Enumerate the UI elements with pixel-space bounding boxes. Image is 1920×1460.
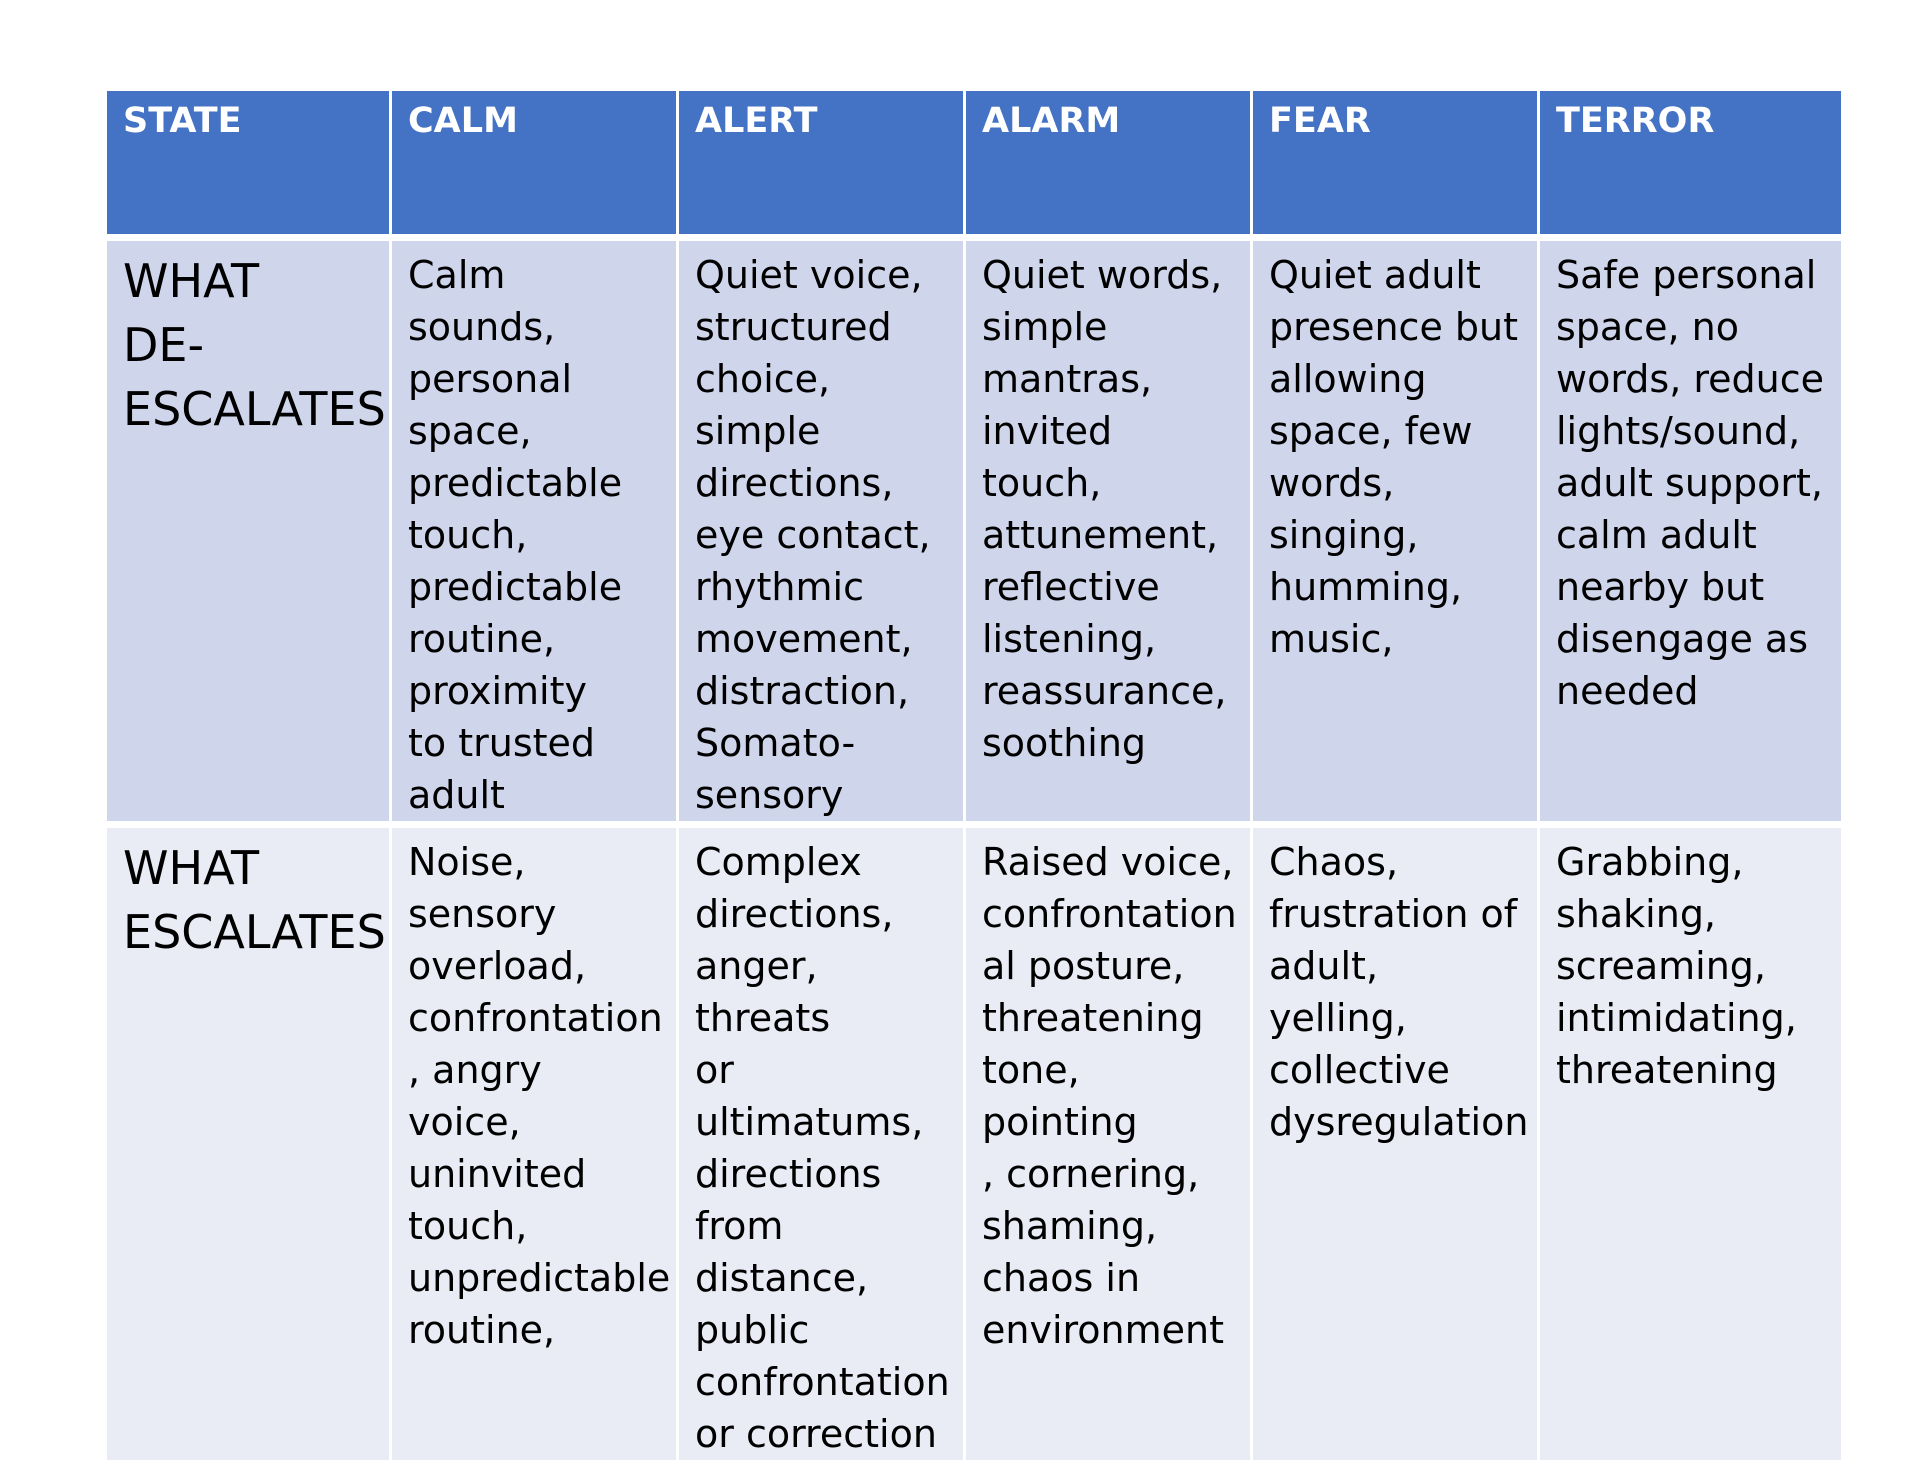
header-row — [107, 91, 1841, 241]
header-state: STATE — [107, 91, 392, 241]
cell-text: Safe personal space, no words, reduce lights/sound, adult support, calm adult nearby but disengage as needed — [1556, 253, 1825, 713]
cell-calm-escalates — [392, 828, 679, 1460]
cell-fear-de-escalates — [1253, 241, 1540, 828]
state-response-table — [107, 91, 1841, 1460]
cell-text: Calm sounds, personal space, predictable touch, predictable routine, proximity to trusted adult — [408, 253, 623, 817]
cell-text: Grabbing, shaking, screaming, intimidating, threatening — [1556, 840, 1797, 1092]
header-fear: FEAR — [1253, 91, 1540, 241]
row-label-text: WHAT ESCALATES — [123, 841, 386, 959]
cell-alarm-de-escalates — [966, 241, 1253, 828]
header-alert: ALERT — [679, 91, 966, 241]
cell-calm-de-escalates — [392, 241, 679, 828]
cell-terror-de-escalates — [1540, 241, 1841, 828]
row-label-escalates — [107, 828, 392, 1460]
cell-text: Quiet words, simple mantras, invited touch, attunement, reflective listening, reassurance, soothing — [982, 253, 1227, 765]
cell-alarm-escalates — [966, 828, 1253, 1460]
cell-terror-escalates — [1540, 828, 1841, 1460]
header-alarm: ALARM — [966, 91, 1253, 241]
header-calm: CALM — [392, 91, 679, 241]
table-row-de-escalates — [107, 241, 1841, 828]
cell-text: Complex directions, anger, threats or ultimatums, directions from distance, public confrontation or correction — [695, 840, 950, 1456]
cell-text: Chaos, frustration of adult, yelling, collective dysregulation — [1269, 840, 1529, 1144]
cell-alert-escalates — [679, 828, 966, 1460]
row-label-de-escalates — [107, 241, 392, 828]
table-row-escalates — [107, 828, 1841, 1460]
cell-text: Raised voice, confrontation al posture, threatening tone, pointing , cornering, shaming, chaos in environment — [982, 840, 1237, 1352]
cell-text: Quiet voice, structured choice, simple directions, eye contact, rhythmic movement, distraction, Somato- sensory — [695, 253, 931, 817]
header-terror: TERROR — [1540, 91, 1841, 241]
cell-alert-de-escalates — [679, 241, 966, 828]
cell-text: Noise, sensory overload, confrontation , angry voice, uninvited touch, unpredictable routine, — [408, 840, 671, 1352]
cell-fear-escalates — [1253, 828, 1540, 1460]
cell-text: Quiet adult presence but allowing space, few words, singing, humming, music, — [1269, 253, 1519, 661]
row-label-text: WHAT DE- ESCALATES — [123, 254, 386, 436]
